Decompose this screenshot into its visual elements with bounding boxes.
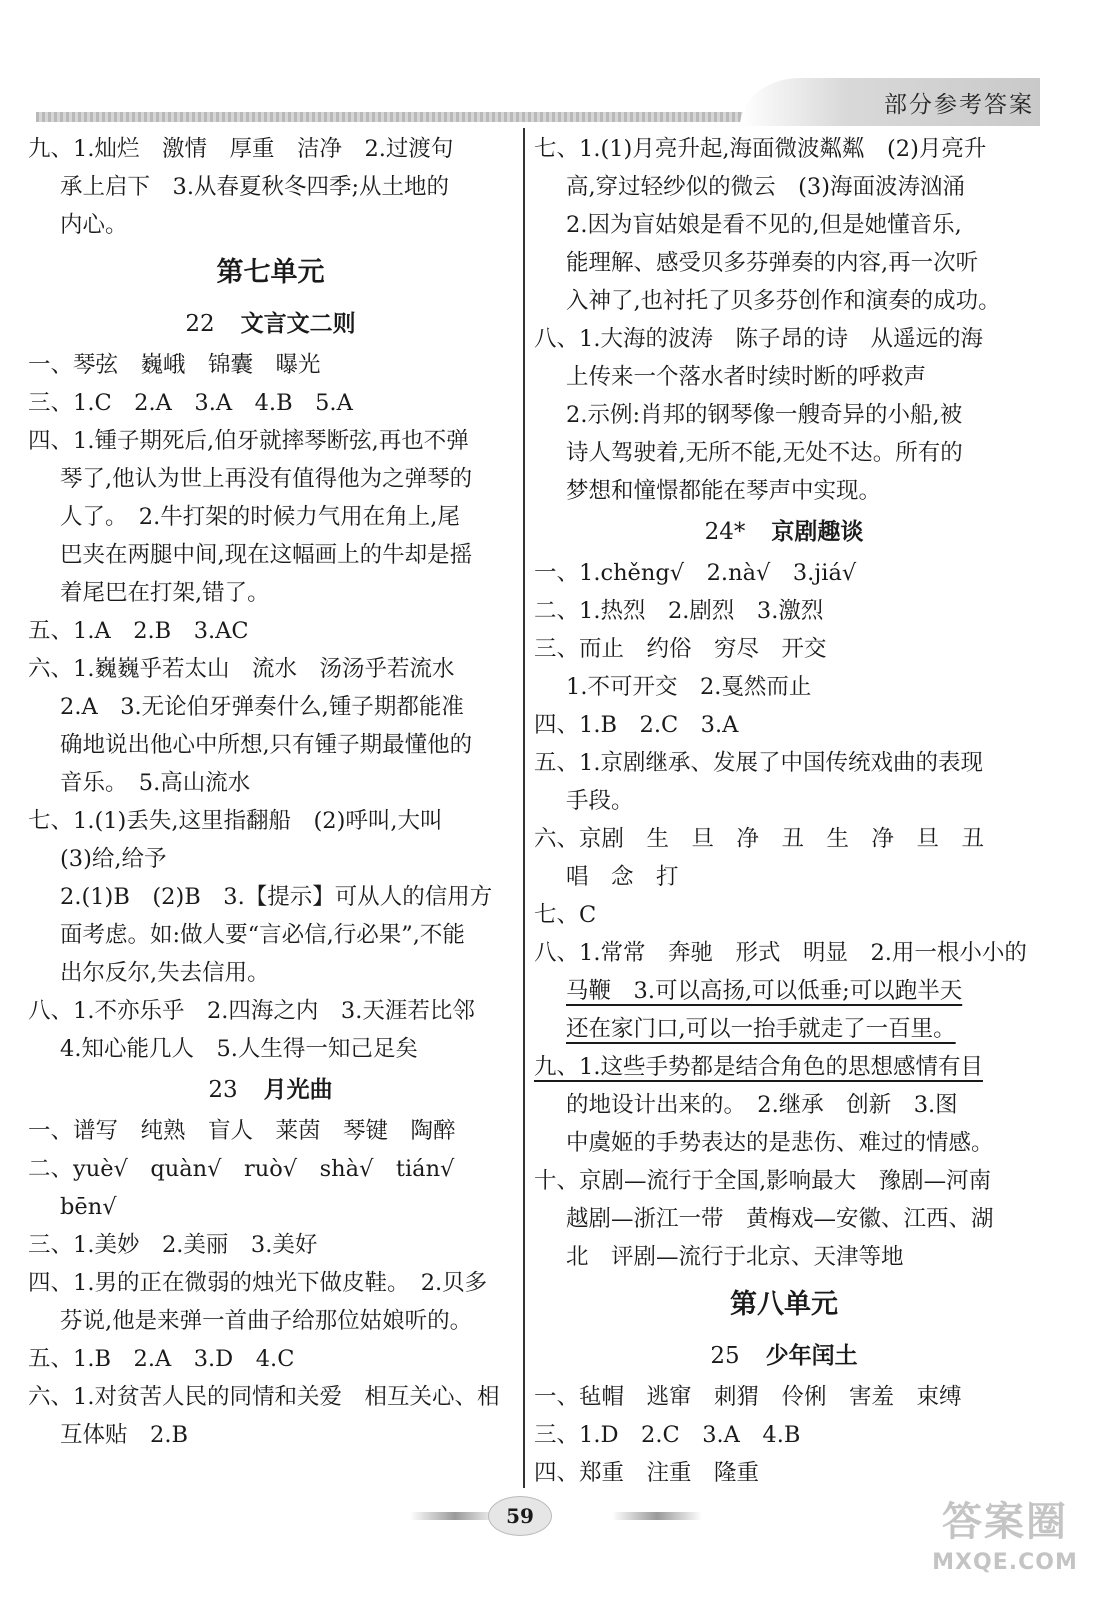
answer-line: 上传来一个落水者时续时断的呼救声 <box>566 364 927 390</box>
footer-ornament-right <box>612 1512 702 1520</box>
answer-line: 二、1.热烈 2.剧烈 3.激烈 <box>534 598 824 624</box>
answer-line: 2.(1)B (2)B 3.【提示】可从人的信用方 <box>60 884 493 910</box>
page-header <box>0 0 1114 130</box>
answer-line: 五、1.A 2.B 3.AC <box>28 618 249 644</box>
lesson-number: 24* <box>704 519 746 545</box>
answer-line: 承上启下 3.从春夏秋冬四季;从土地的 <box>60 174 450 200</box>
watermark <box>920 1496 1090 1592</box>
lesson-number: 25 <box>710 1343 740 1369</box>
answer-line: 三、1.C 2.A 3.A 4.B 5.A <box>28 390 353 416</box>
answer-line: 2.示例:肖邦的钢琴像一艘奇异的小船,被 <box>566 402 963 428</box>
answer-line: 一、琴弦 巍峨 锦囊 曝光 <box>28 352 321 378</box>
answer-line: 入神了,也衬托了贝多芬创作和演奏的成功。 <box>566 288 1001 314</box>
unit-heading: 第八单元 <box>730 1289 838 1320</box>
lesson-number: 22 <box>185 311 215 337</box>
answer-line: 诗人驾驶着,无所不能,无处不达。所有的 <box>566 440 963 466</box>
answer-line: 九、1.灿烂 激情 厚重 洁净 2.过渡句 <box>28 136 454 162</box>
left-column <box>28 130 513 1454</box>
answer-line: 音乐。 5.高山流水 <box>60 770 251 796</box>
header-title: 部分参考答案 <box>884 92 1034 118</box>
answer-line: 面考虑。如:做人要“言必信,行必果”,不能 <box>60 922 465 948</box>
answer-line: 能理解、感受贝多芬弹奏的内容,再一次听 <box>566 250 979 276</box>
answer-line: 五、1.京剧继承、发展了中国传统戏曲的表现 <box>534 750 983 776</box>
answer-line: 四、1.B 2.C 3.A <box>534 712 739 738</box>
answer-line: bēn√ <box>60 1194 117 1220</box>
lesson-heading <box>28 1068 513 1112</box>
answer-line: 一、谱写 纯熟 盲人 莱茵 琴键 陶醉 <box>28 1118 456 1144</box>
answer-line: 二、yuè√ quàn√ ruò√ shà√ tián√ <box>28 1156 455 1182</box>
answer-line: 着尾巴在打架,错了。 <box>60 580 270 606</box>
answer-line: 四、1.男的正在微弱的烛光下做皮鞋。 2.贝多 <box>28 1270 488 1296</box>
lesson-title: 京剧趣谈 <box>771 518 864 545</box>
answer-line: 九、1.这些手势都是结合角色的思想感情有目 <box>534 1054 983 1080</box>
lesson-heading <box>534 510 1034 554</box>
lesson-title: 少年闰土 <box>765 1342 858 1369</box>
answer-line: 八、1.大海的波涛 陈子昂的诗 从遥远的海 <box>534 326 983 352</box>
answer-line: 一、1.chěng√ 2.nà√ 3.jiá√ <box>534 560 857 586</box>
answer-line: 巴夹在两腿中间,现在这幅画上的牛却是摇 <box>60 542 473 568</box>
answer-line: 内心。 <box>60 212 128 238</box>
answer-line: 还在家门口,可以一抬手就走了一百里。 <box>566 1016 956 1042</box>
answer-line: 2.A 3.无论伯牙弹奏什么,锺子期都能准 <box>60 694 464 720</box>
answer-line: 互体贴 2.B <box>60 1422 189 1448</box>
answer-line: 越剧—浙江一带 黄梅戏—安徽、江西、湖 <box>566 1206 994 1232</box>
answer-line: 中虞姬的手势表达的是悲伤、难过的情感。 <box>566 1130 994 1156</box>
answer-line: 梦想和憧憬都能在琴声中实现。 <box>566 478 882 504</box>
answer-line: 人了。 2.牛打架的时候力气用在角上,尾 <box>60 504 460 530</box>
right-column <box>534 130 1034 1492</box>
answer-line: 三、而止 约俗 穷尽 开交 <box>534 636 827 662</box>
watermark-url: MXQE.COM <box>932 1550 1078 1575</box>
answer-line: 三、1.美妙 2.美丽 3.美好 <box>28 1232 318 1258</box>
answer-line: 4.知心能几人 5.人生得一知己足矣 <box>60 1036 418 1062</box>
answer-line: 出尔反尔,失去信用。 <box>60 960 270 986</box>
answer-line: 北 评剧—流行于北京、天津等地 <box>566 1244 904 1270</box>
answer-line: (3)给,给予 <box>60 846 167 872</box>
answer-line: 芬说,他是来弹一首曲子给那位姑娘听的。 <box>60 1308 473 1334</box>
watermark-logo: 答案圈 <box>942 1499 1068 1545</box>
answer-line: 十、京剧—流行于全国,影响最大 豫剧—河南 <box>534 1168 992 1194</box>
answer-line: 马鞭 3.可以高扬,可以低垂;可以跑半天 <box>566 978 963 1004</box>
lesson-number: 23 <box>208 1077 238 1103</box>
answer-line: 1.不可开交 2.戛然而止 <box>566 674 812 700</box>
answer-line: 六、1.巍巍乎若太山 流水 汤汤乎若流水 <box>28 656 455 682</box>
lesson-title: 文言文二则 <box>240 310 356 337</box>
answer-line: 四、郑重 注重 隆重 <box>534 1460 760 1486</box>
answer-line: 一、毡帽 逃窜 刺猬 伶俐 害羞 束缚 <box>534 1384 962 1410</box>
answer-line: 手段。 <box>566 788 634 814</box>
answer-line: 确地说出他心中所想,只有锺子期最懂他的 <box>60 732 473 758</box>
answer-line: 七、1.(1)月亮升起,海面微波粼粼 (2)月亮升 <box>534 136 987 162</box>
answer-line: 八、1.常常 奔驰 形式 明显 2.用一根小小的 <box>534 940 1027 966</box>
answer-line: 2.因为盲姑娘是看不见的,但是她懂音乐, <box>566 212 962 238</box>
lesson-title: 月光曲 <box>263 1076 333 1103</box>
lesson-heading <box>28 302 513 346</box>
column-divider <box>523 128 525 1488</box>
footer-ornament-left <box>410 1512 500 1520</box>
answer-line: 琴了,他认为世上再没有值得他为之弹琴的 <box>60 466 473 492</box>
answer-line: 八、1.不亦乐乎 2.四海之内 3.天涯若比邻 <box>28 998 475 1024</box>
answer-line: 三、1.D 2.C 3.A 4.B <box>534 1422 801 1448</box>
answer-line: 七、C <box>534 902 597 928</box>
answer-line: 六、1.对贫苦人民的同情和关爱 相互关心、相 <box>28 1384 500 1410</box>
answer-line: 唱 念 打 <box>566 864 679 890</box>
page-number: 59 <box>488 1496 552 1536</box>
answer-line: 高,穿过轻纱似的微云 (3)海面波涛汹涌 <box>566 174 966 200</box>
answer-line: 四、1.锺子期死后,伯牙就摔琴断弦,再也不弹 <box>28 428 469 454</box>
lesson-heading <box>534 1334 1034 1378</box>
answer-line: 五、1.B 2.A 3.D 4.C <box>28 1346 295 1372</box>
unit-heading: 第七单元 <box>216 257 325 288</box>
answer-line: 的地设计出来的。 2.继承 创新 3.图 <box>566 1092 958 1118</box>
answer-line: 六、京剧 生 旦 净 丑 生 净 旦 丑 <box>534 826 985 852</box>
answer-line: 七、1.(1)丢失,这里指翻船 (2)呼叫,大叫 <box>28 808 443 834</box>
